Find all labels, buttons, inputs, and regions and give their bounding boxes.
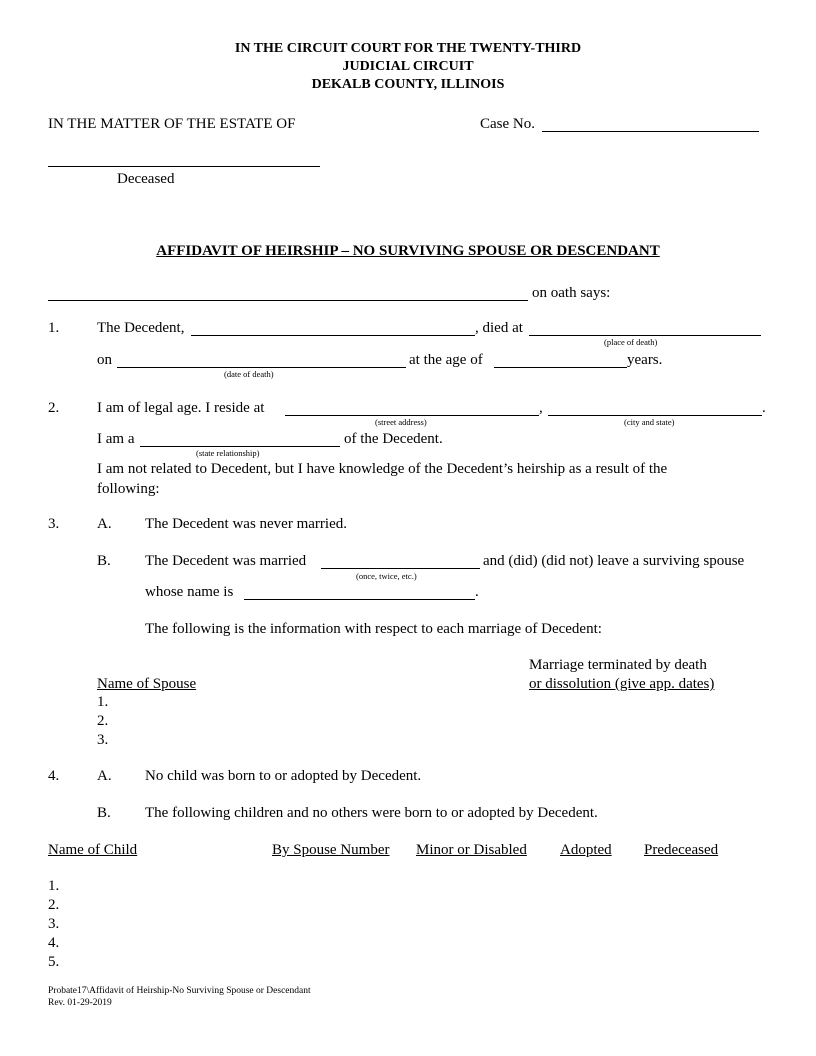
years-label: years. xyxy=(627,352,663,368)
times-married-hint: (once, twice, etc.) xyxy=(356,571,417,581)
court-header-line-1: IN THE CIRCUIT COURT FOR THE TWENTY-THIRD xyxy=(234,41,582,56)
court-header-line-3: DEKALB COUNTY, ILLINOIS xyxy=(311,77,505,92)
age-label: at the age of xyxy=(409,352,483,368)
footer-form-id: Probate17\Affidavit of Heirship-No Surviving Spouse or Descendant xyxy=(48,986,311,996)
case-number-label: Case No. xyxy=(480,116,535,132)
affiant-name-field[interactable] xyxy=(48,300,528,301)
child-row-number: 2. xyxy=(48,897,60,913)
decedent-name-field[interactable] xyxy=(48,166,320,167)
item-3b-tail-text: and (did) (did not) leave a surviving spouse xyxy=(483,553,745,569)
court-header-line-2: JUDICIAL CIRCUIT xyxy=(342,59,474,74)
relationship-field[interactable] xyxy=(140,446,340,447)
street-address-hint: (street address) xyxy=(375,417,427,427)
adopted-header: Adopted xyxy=(560,842,612,858)
predeceased-header: Predeceased xyxy=(644,842,719,858)
child-row-number: 4. xyxy=(48,935,60,951)
item-1-died-at-label: , died at xyxy=(475,320,523,336)
spouse-row-number: 1. xyxy=(97,694,109,710)
date-of-death-field[interactable] xyxy=(117,367,406,368)
item-3b-text: The Decedent was married xyxy=(145,553,307,569)
street-comma: , xyxy=(539,400,543,416)
of-decedent-label: of the Decedent. xyxy=(344,431,443,447)
item-2-number: 2. xyxy=(48,400,60,416)
deceased-label: Deceased xyxy=(117,171,175,187)
name-of-spouse-header: Name of Spouse xyxy=(97,676,197,692)
by-spouse-number-header: By Spouse Number xyxy=(272,842,390,858)
child-row-number: 5. xyxy=(48,954,60,970)
name-of-child-header: Name of Child xyxy=(48,842,138,858)
city-state-hint: (city and state) xyxy=(624,417,675,427)
not-related-text-line-2: following: xyxy=(97,481,160,497)
date-of-death-hint: (date of death) xyxy=(224,369,274,379)
item-4a-text: No child was born to or adopted by Decedent. xyxy=(145,768,422,784)
marriage-info-text: The following is the information with respect to each marriage of Decedent: xyxy=(145,621,602,637)
spouse-name-field[interactable] xyxy=(244,599,475,600)
age-field[interactable] xyxy=(494,367,627,368)
spouse-name-period: . xyxy=(475,584,479,600)
minor-or-disabled-header: Minor or Disabled xyxy=(416,842,527,858)
marriage-terminated-header-1: Marriage terminated by death xyxy=(529,657,707,673)
times-married-field[interactable] xyxy=(321,568,480,569)
address-period: . xyxy=(762,400,766,416)
item-3b-label: B. xyxy=(97,553,111,569)
item-4b-label: B. xyxy=(97,805,111,821)
item-3a-text: The Decedent was never married. xyxy=(145,516,347,532)
footer-revision: Rev. 01-29-2019 xyxy=(48,998,112,1008)
i-am-a-label: I am a xyxy=(97,431,135,447)
city-state-field[interactable] xyxy=(548,415,762,416)
item-1-decedent-field[interactable] xyxy=(191,335,475,336)
item-2-reside-label: I am of legal age. I reside at xyxy=(97,400,265,416)
item-3a-label: A. xyxy=(97,516,112,532)
spouse-row-number: 3. xyxy=(97,732,109,748)
oath-says-label: on oath says: xyxy=(532,285,611,301)
place-of-death-hint: (place of death) xyxy=(604,337,658,347)
item-4-number: 4. xyxy=(48,768,60,784)
item-4b-text: The following children and no others were born to or adopted by Decedent. xyxy=(145,805,598,821)
street-address-field[interactable] xyxy=(285,415,539,416)
spouse-name-label: whose name is xyxy=(145,584,234,600)
not-related-text-line-1: I am not related to Decedent, but I have knowledge of the Decedent’s heirship as a result of the xyxy=(97,461,668,477)
case-number-field[interactable] xyxy=(542,131,759,132)
item-1-on-label: on xyxy=(97,352,112,368)
child-row-number: 3. xyxy=(48,916,60,932)
item-1-decedent-label: The Decedent, xyxy=(97,320,185,336)
place-of-death-field[interactable] xyxy=(529,335,761,336)
item-3-number: 3. xyxy=(48,516,60,532)
spouse-row-number: 2. xyxy=(97,713,109,729)
item-4a-label: A. xyxy=(97,768,112,784)
relationship-hint: (state relationship) xyxy=(196,448,260,458)
item-1-number: 1. xyxy=(48,320,60,336)
document-title: AFFIDAVIT OF HEIRSHIP – NO SURVIVING SPOUSE OR DESCENDANT xyxy=(156,243,660,259)
marriage-terminated-header-2: or dissolution (give app. dates) xyxy=(529,676,715,692)
child-row-number: 1. xyxy=(48,878,60,894)
estate-matter-label: IN THE MATTER OF THE ESTATE OF xyxy=(48,116,296,132)
